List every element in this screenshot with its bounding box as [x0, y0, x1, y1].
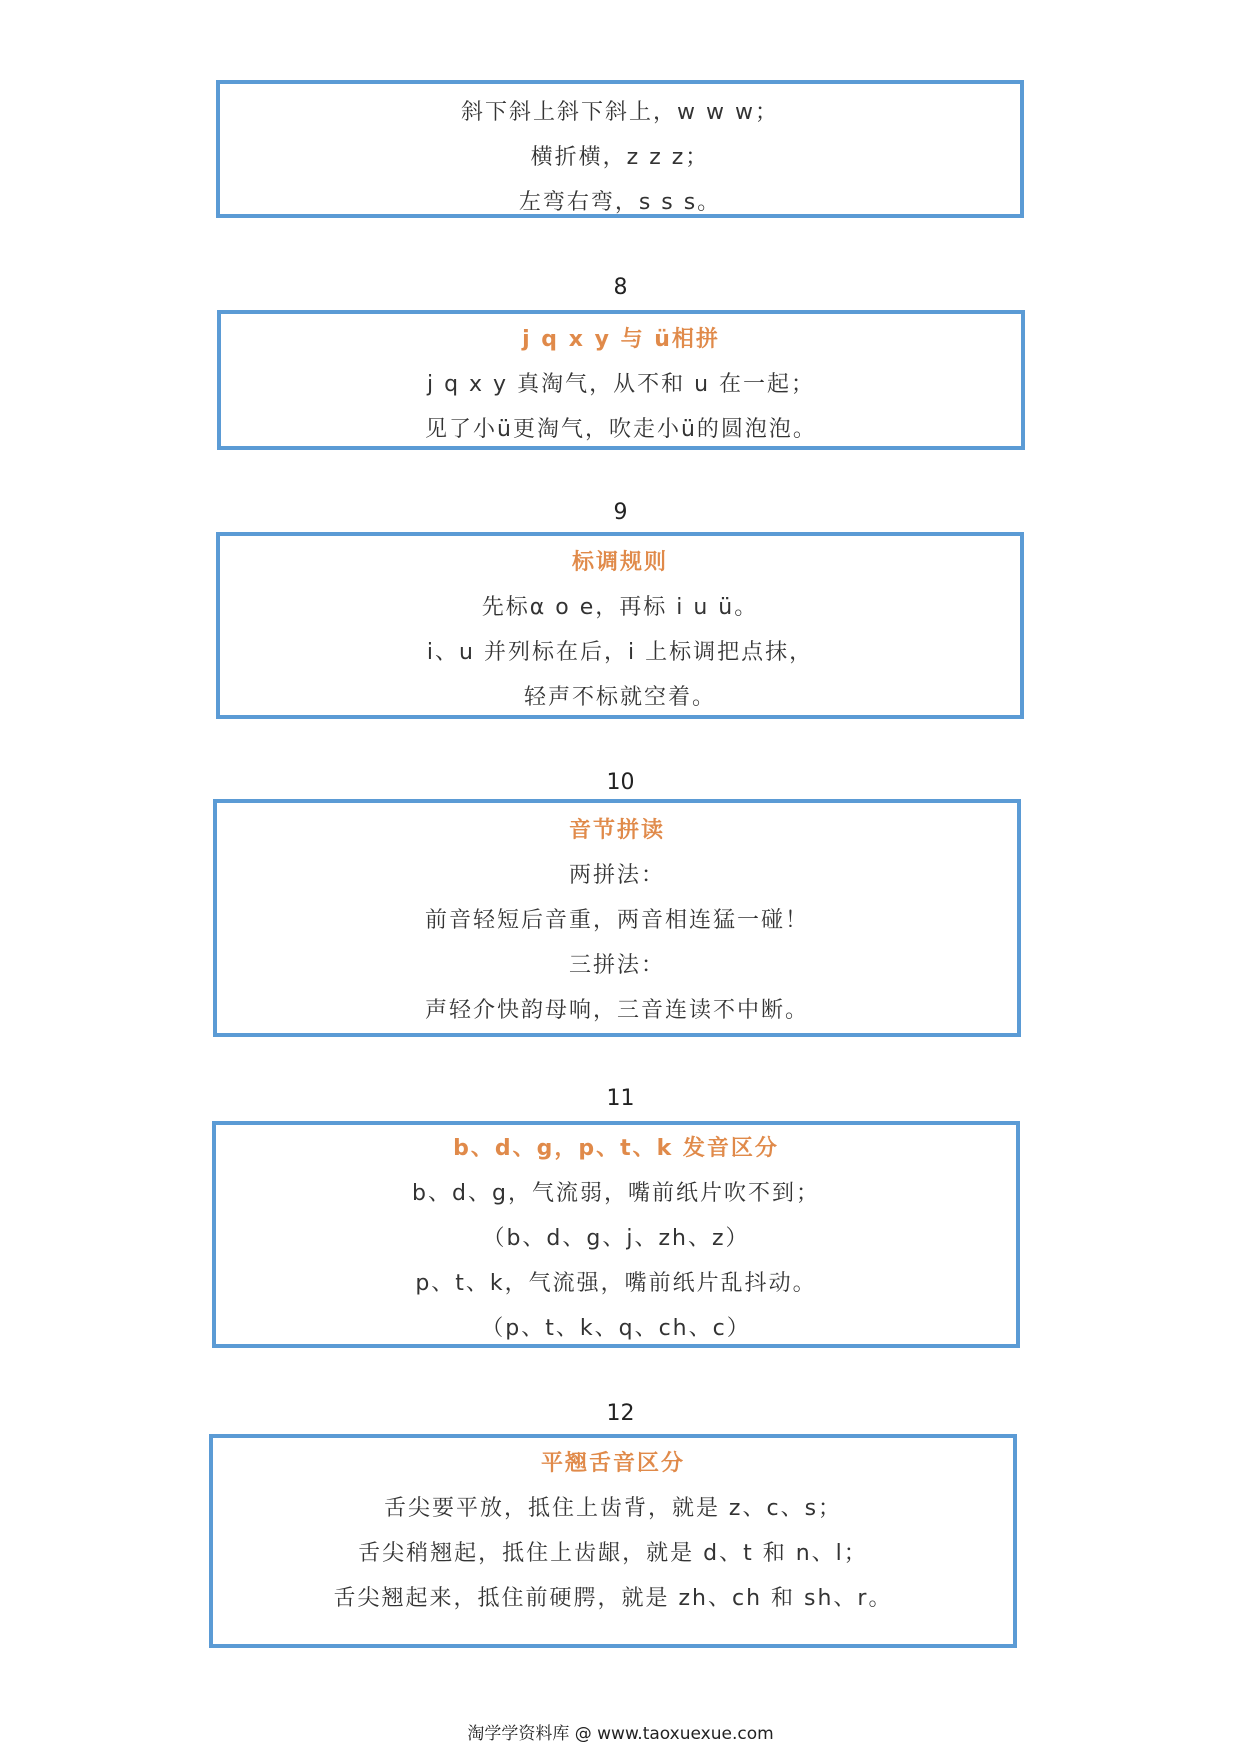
section-title: 音节拼读 — [568, 818, 665, 843]
rhyme-line: 轻声不标就空着。 — [523, 685, 716, 710]
rhyme-box-10 — [213, 799, 1021, 1037]
section-number: 9 — [613, 500, 628, 525]
rhyme-line: 前音轻短后音重，两音相连猛一碰！ — [424, 908, 809, 933]
page-footer: 淘学学资料库 @ www.taoxuexue.com — [467, 1724, 774, 1744]
section-title: b、d、g，p、t、k 发音区分 — [453, 1136, 779, 1161]
section-title: 平翘舌音区分 — [540, 1451, 685, 1476]
rhyme-box-1 — [216, 80, 1024, 218]
rhyme-line: 舌尖要平放，抵住上齿背，就是 z、c、s； — [383, 1496, 843, 1521]
section-number: 11 — [606, 1086, 635, 1111]
rhyme-box-8 — [217, 310, 1025, 450]
rhyme-line: p、t、k，气流强，嘴前纸片乱抖动。 — [415, 1271, 817, 1296]
rhyme-line: 斜下斜上斜下斜上，w w w； — [461, 100, 779, 125]
rhyme-line: 见了小ü更淘气，吹走小ü的圆泡泡。 — [425, 417, 817, 442]
rhyme-box-12 — [209, 1434, 1017, 1648]
rhyme-line: 三拼法： — [568, 953, 665, 978]
rhyme-line: 两拼法： — [568, 863, 665, 888]
rhyme-line: j q x y 真淘气，从不和 u 在一起； — [426, 372, 816, 397]
rhyme-line: 横折横，z z z； — [530, 145, 710, 170]
rhyme-line: 声轻介快韵母响，三音连读不中断。 — [424, 998, 809, 1023]
rhyme-line: b、d、g，气流弱，嘴前纸片吹不到； — [412, 1181, 820, 1206]
rhyme-line: 舌尖稍翘起，抵住上齿龈，就是 d、t 和 n、l； — [358, 1541, 868, 1566]
rhyme-box-11 — [212, 1121, 1020, 1348]
rhyme-box-9 — [216, 532, 1024, 719]
section-number: 12 — [606, 1401, 635, 1426]
section-title: 标调规则 — [571, 550, 668, 575]
rhyme-line: （p、t、k、q、ch、c） — [481, 1316, 751, 1341]
rhyme-line: （b、d、g、j、zh、z） — [482, 1226, 750, 1251]
rhyme-line: 先标α o e，再标 i u ü。 — [481, 595, 759, 620]
section-number: 10 — [606, 770, 635, 795]
rhyme-line: i、u 并列标在后，i 上标调把点抹， — [426, 640, 814, 665]
section-title: j q x y 与 ü相拼 — [522, 327, 720, 352]
section-number: 8 — [613, 275, 628, 300]
rhyme-line: 舌尖翘起来，抵住前硬腭，就是 zh、ch 和 sh、r。 — [333, 1586, 893, 1611]
rhyme-line: 左弯右弯，s s s。 — [518, 190, 722, 215]
